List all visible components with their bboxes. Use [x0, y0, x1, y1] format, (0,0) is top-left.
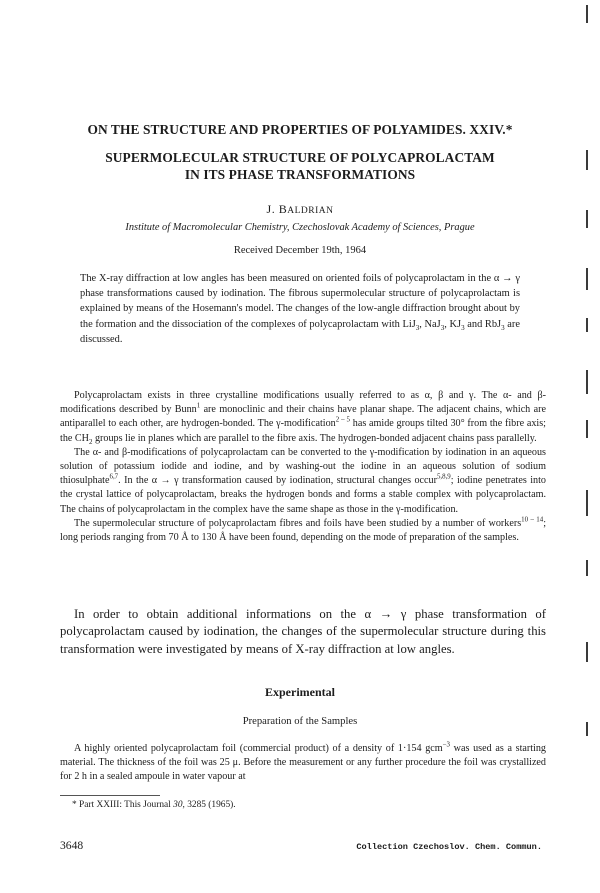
reference-marker: 1: [196, 402, 201, 410]
paragraph-text: The supermolecular structure of polycaprolactam fibres and foils have been studied by a number of workers: [74, 517, 522, 529]
subscript: 3: [440, 323, 445, 332]
scan-edge-mark: [586, 370, 588, 394]
subscript: 3: [501, 323, 505, 332]
paragraph-4: In order to obtain additional informations on the α → γ phase transformation of polycaprolactam caused by iodination, the changes of the supermolecular structure during this transformation were investigated by means of X-ray diffraction at low angles.: [60, 607, 546, 656]
paragraph-text: Polycaprolactam exists in three crystalline modifications usually referred to as α, β and γ. The α- and β-modifications described by Bunn: [60, 390, 546, 416]
author-surname: ALDRIAN: [287, 206, 334, 216]
paragraph-text: A highly oriented polycaprolactam foil (commercial product) of a density of 1·154 gcm: [74, 743, 443, 754]
scan-edge-mark: [586, 560, 588, 576]
paragraph-3: [60, 517, 546, 545]
subscript: 3: [415, 323, 420, 332]
abstract-text: , KJ: [444, 318, 462, 330]
scan-edge-mark: [586, 420, 588, 438]
section-heading-experimental: Experimental: [265, 685, 335, 699]
subscript: 3: [461, 323, 465, 332]
paragraph-text: groups lie in planes which are parallel to the fibre axis. The hydrogen-bonded adjacent chains pass parallelly.: [92, 432, 537, 444]
reference-marker: 5,8,9: [436, 473, 451, 481]
subsection-heading-preparation: Preparation of the Samples: [242, 716, 358, 727]
scan-edge-mark: [586, 490, 588, 516]
scan-edge-mark: [586, 5, 588, 23]
footnote-rule: [60, 795, 160, 796]
footnote-volume: 30: [173, 800, 183, 810]
paper-title: ON THE STRUCTURE AND PROPERTIES OF POLYAMIDES. XXIV.*: [87, 122, 513, 137]
reference-marker: 2 – 5: [335, 417, 350, 425]
footnote-text: , 3285 (1965).: [182, 800, 236, 810]
abstract: [80, 271, 520, 347]
paragraph-text: ; iodine penetrates into the crystal lattice of polycaprolactam, breaks the hydrogen bonds and forms a stable complex with polycaprolactam. The chains of polycaprolactam in the complex have the same shape as those in the γ-modification.: [60, 475, 546, 515]
footnote-text: * Part XXIII: This Journal: [72, 800, 174, 810]
reference-marker: 10 – 14: [521, 516, 544, 524]
scan-edge-mark: [586, 268, 588, 290]
scan-edge-mark: [586, 642, 588, 662]
paragraph-1: [60, 389, 546, 446]
scan-edge-mark: [586, 318, 588, 332]
abstract-text: and RbJ: [464, 318, 502, 330]
superscript: −3: [442, 741, 450, 749]
abstract-text: The X-ray diffraction at low angles has been measured on oriented foils of polycaprolactam in the α → γ phase transformations caused by iodination. The fibrous supermolecular structure of polycaprolactam is explained by means of the Hosemann's model. The changes of the low-angle diffraction brought about by the formation and the dissociation of the complexes of polycaprolactam with LiJ: [80, 273, 520, 330]
scan-edge-mark: [586, 150, 588, 170]
received-date: Received December 19th, 1964: [233, 245, 367, 256]
paragraph-5: [60, 742, 546, 785]
subscript: 2: [88, 438, 93, 446]
journal-name: Collection Czechoslov. Chem. Commun.: [356, 842, 542, 852]
footnote: [60, 800, 546, 810]
paper-subtitle-line-1: SUPERMOLECULAR STRUCTURE OF POLYCAPROLACTAM: [105, 150, 495, 165]
abstract-text: are discussed.: [80, 318, 520, 345]
page-number: 3648: [60, 839, 84, 852]
paragraph-text: ; long periods ranging from 70 Å to 130 Å have been found, depending on the mode of preparation of the samples.: [60, 517, 547, 544]
reference-marker: 6,7: [109, 473, 119, 481]
paragraph-text: are monoclinic and their chains have planar shape. The adjacent chains, which are antiparallel to each other, are hydrogen-bonded. The γ-modification: [60, 404, 546, 430]
paragraph-text: . In the α → γ transformation caused by iodination, structural changes occur: [118, 475, 437, 487]
paper-subtitle-line-2: IN ITS PHASE TRANSFORMATIONS: [184, 167, 416, 182]
abstract-text: , NaJ: [419, 318, 441, 330]
paragraph-2: [60, 446, 546, 517]
affiliation: Institute of Macromolecular Chemistry, Czechoslovak Academy of Sciences, Prague: [125, 222, 475, 233]
author-initial: J. B: [266, 202, 288, 216]
body-text: [60, 389, 546, 545]
paragraph-text: was used as a starting material. The thickness of the foil was 25 μ. Before the measurement or any further procedure the foil was crystallized for 2 h in a sealed ampoule in water vapour at: [60, 743, 546, 783]
paragraph-text: has amide groups tilted 30° from the fibre axis; the CH: [60, 418, 546, 444]
author: [0, 202, 600, 217]
paragraph-text: The α- and β-modifications of polycaprolactam can be converted to the γ-modification by iodination in an aqueous solution of potassium iodide and iodine, and by washing-out the iodine in an aqueous solution of sodium thiosulphate: [60, 446, 546, 487]
